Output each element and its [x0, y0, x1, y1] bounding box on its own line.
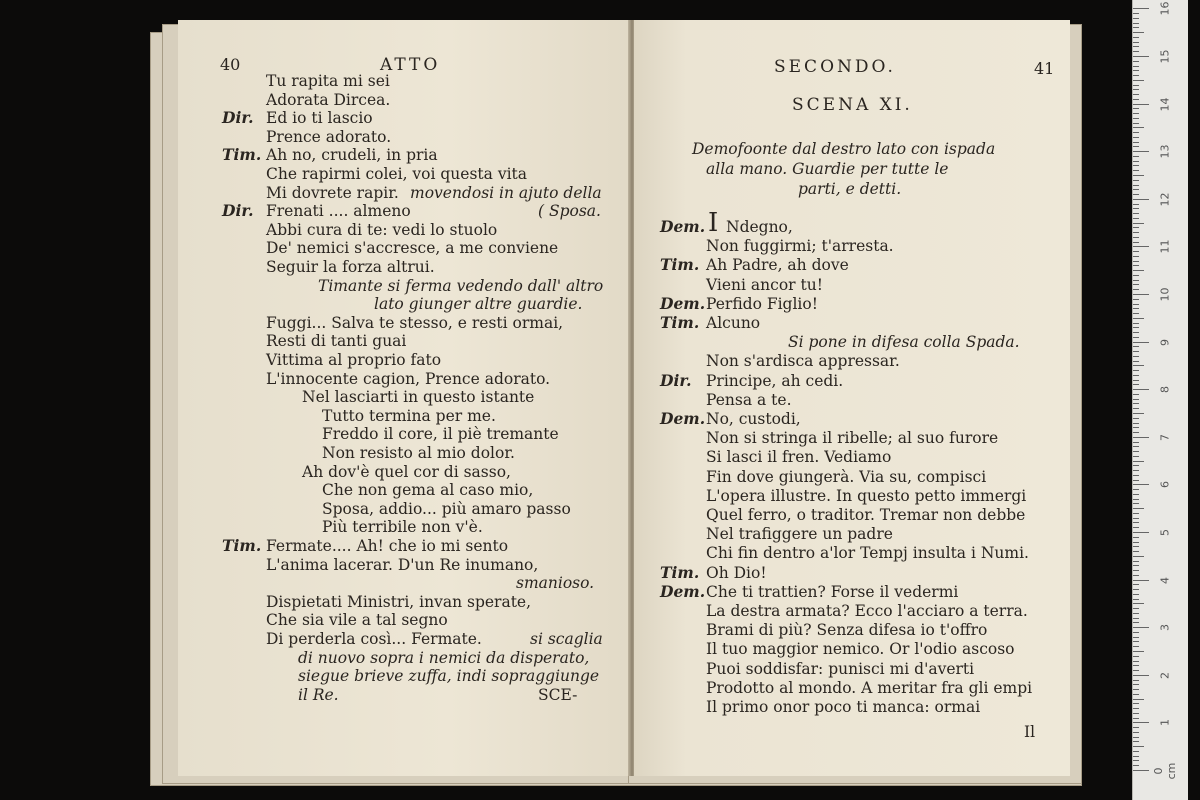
ruler-tick — [1133, 703, 1139, 704]
verse-line: De' nemici s'accresce, a me conviene — [266, 239, 559, 258]
ruler-tick — [1133, 656, 1139, 657]
ruler-tick — [1133, 146, 1139, 147]
ruler-tick — [1133, 722, 1149, 723]
ruler-tick — [1133, 522, 1139, 523]
ruler-tick — [1133, 561, 1139, 562]
ruler-tick — [1133, 556, 1144, 557]
verse-line: Brami di più? Senza difesa io t'offro — [706, 621, 988, 640]
right-page — [634, 20, 1070, 776]
ruler-tick — [1133, 299, 1139, 300]
ruler-tick — [1133, 741, 1139, 742]
verse-line: Principe, ah cedi. — [706, 371, 844, 390]
verse-line: Che non gema al caso mio, — [322, 481, 534, 500]
verse-line: La destra armata? Ecco l'acciaro a terra. — [706, 602, 1028, 620]
verse-line: Resti di tanti guai — [266, 332, 407, 351]
verse-line: Ah no, crudeli, in pria — [266, 146, 438, 165]
ruler-tick — [1133, 584, 1139, 585]
verse-line: Vittima al proprio fato — [266, 351, 442, 369]
ruler-tick — [1133, 603, 1144, 604]
ruler-tick — [1133, 403, 1139, 404]
scene-stage-direction: alla mano. Guardie per tutte le — [706, 160, 949, 178]
ruler-tick — [1133, 204, 1139, 205]
ruler-tick — [1133, 665, 1139, 666]
ruler-tick — [1133, 475, 1139, 476]
verse-line: Si lasci il fren. Vediamo — [706, 448, 892, 467]
ruler-tick — [1133, 99, 1139, 100]
speaker-label: Dir. — [222, 201, 254, 221]
speaker-label: Dem. — [660, 293, 706, 313]
ruler-tick — [1133, 104, 1149, 105]
verse-line: Oh Dio! — [706, 563, 767, 582]
ruler-tick — [1133, 137, 1139, 138]
ruler-tick — [1133, 42, 1139, 43]
ruler-tick — [1133, 94, 1139, 95]
ruler-tick — [1133, 575, 1139, 576]
ruler-number: 5 — [1158, 529, 1172, 536]
ruler-tick — [1133, 480, 1139, 481]
ruler-tick — [1133, 113, 1139, 114]
ruler-tick — [1133, 275, 1139, 276]
verse-line: Non si stringa il ribelle; al suo furore — [706, 429, 999, 448]
ruler-tick — [1133, 746, 1144, 747]
ruler-tick — [1133, 708, 1139, 709]
ruler-tick — [1133, 637, 1139, 638]
ruler-tick — [1133, 689, 1139, 690]
ruler-tick — [1133, 380, 1139, 381]
ruler-tick — [1133, 237, 1139, 238]
ruler-tick — [1133, 127, 1144, 128]
ruler-tick — [1133, 384, 1139, 385]
ruler-tick — [1133, 618, 1139, 619]
ruler-tick — [1133, 327, 1139, 328]
ruler-tick — [1133, 489, 1139, 490]
ruler-tick — [1133, 670, 1139, 671]
ruler-tick — [1133, 718, 1139, 719]
ruler-tick — [1133, 265, 1139, 266]
verse-line: Ed io ti lascio — [266, 109, 373, 128]
ruler-tick — [1133, 694, 1139, 695]
ruler-tick — [1133, 308, 1139, 309]
verse-line: No, custodi, — [706, 410, 801, 428]
verse-line: Fin dove giungerà. Via su, compisci — [706, 467, 987, 486]
speaker-label: Tim. — [660, 562, 700, 582]
verse-line: Non resisto al mio dolor. — [322, 444, 515, 462]
verse-line: L'anima lacerar. D'un Re inumano, — [266, 555, 539, 574]
ruler-tick — [1133, 80, 1144, 81]
stage-direction: smanioso. — [516, 574, 595, 593]
ruler-number: 11 — [1158, 239, 1172, 254]
ruler-tick — [1133, 304, 1139, 305]
ruler-tick — [1133, 313, 1139, 314]
ruler-number: 7 — [1158, 433, 1172, 441]
verse-line: Nel lasciarti in questo istante — [302, 388, 535, 407]
ruler-tick — [1133, 494, 1139, 495]
ruler-tick — [1133, 180, 1139, 181]
running-head-right: SECONDO. — [774, 57, 896, 77]
verse-line: Prodotto al mondo. A meritar fra gli empi — [706, 678, 1033, 697]
ruler-tick — [1133, 423, 1139, 424]
page-number-left: 40 — [220, 55, 241, 74]
ruler-tick — [1133, 161, 1139, 162]
ruler-tick — [1133, 770, 1149, 771]
verse-line: Fuggi... Salva te stesso, e resti ormai, — [266, 313, 564, 332]
verse-line: L'innocente cagion, Prence adorato. — [266, 369, 551, 388]
ruler-tick — [1133, 318, 1144, 319]
ruler-number: 3 — [1158, 624, 1172, 632]
ruler-tick — [1133, 175, 1144, 176]
catchword: SCE- — [538, 685, 578, 704]
ruler-number: 16 — [1158, 1, 1172, 16]
stage-direction: il Re. — [298, 685, 339, 704]
ruler-tick — [1133, 361, 1139, 362]
ruler-tick — [1133, 551, 1139, 552]
verse-line: Che ti trattien? Forse il vedermi — [706, 582, 959, 601]
ruler-tick — [1133, 594, 1139, 595]
ruler-tick — [1133, 289, 1139, 290]
ruler-tick — [1133, 213, 1139, 214]
speaker-label: Dem. — [660, 409, 706, 428]
stage-direction: siegue brieve zuffa, indi sopraggiunge — [298, 667, 600, 686]
stage-direction: lato giunger altre guardie. — [374, 295, 583, 314]
ruler-tick — [1133, 456, 1139, 457]
ruler-tick — [1133, 194, 1139, 195]
ruler-tick — [1133, 389, 1149, 390]
ruler-tick — [1133, 351, 1139, 352]
ruler-tick — [1133, 408, 1139, 409]
ruler-tick — [1133, 46, 1139, 47]
verse-line: Freddo il core, il piè tremante — [322, 425, 559, 444]
ruler-tick — [1133, 227, 1139, 228]
ruler-tick — [1133, 546, 1139, 547]
ruler-tick — [1133, 356, 1139, 357]
ruler-tick — [1133, 613, 1139, 614]
verse-line: Chi fin dentro a'lor Tempj insulta i Numi. — [706, 544, 1029, 563]
ruler-tick — [1133, 461, 1144, 462]
verse-line: Ndegno, — [726, 218, 793, 236]
ruler-tick — [1133, 323, 1139, 324]
ruler-tick — [1133, 518, 1139, 519]
ruler-tick — [1133, 32, 1144, 33]
verse-line: Puoi soddisfar: punisci mi d'averti — [706, 659, 975, 678]
speaker-label: Dir. — [222, 108, 254, 128]
ruler-tick — [1133, 589, 1139, 590]
ruler-tick — [1133, 737, 1139, 738]
ruler-tick — [1133, 199, 1149, 200]
ruler-tick — [1133, 75, 1139, 76]
speaker-label: Tim. — [222, 536, 262, 555]
ruler-tick — [1133, 85, 1139, 86]
ruler-tick — [1133, 294, 1149, 295]
ruler-tick — [1133, 661, 1139, 662]
ruler-tick — [1133, 465, 1139, 466]
ruler-tick — [1133, 565, 1139, 566]
ruler-tick — [1133, 699, 1144, 700]
ruler-tick — [1133, 132, 1139, 133]
ruler-tick — [1133, 18, 1139, 19]
verse-line: Non s'ardisca appressar. — [706, 352, 900, 371]
ruler-tick — [1133, 632, 1139, 633]
ruler-tick — [1133, 599, 1139, 600]
ruler-tick — [1133, 641, 1139, 642]
stage-direction: Timante si ferma vedendo dall' altro — [318, 276, 604, 295]
verse-line: Pensa a te. — [706, 390, 792, 409]
verse-line: Alcuno — [706, 314, 761, 332]
stage-direction: si scaglia — [530, 630, 603, 648]
verse-line: Nel trafiggere un padre — [706, 525, 893, 544]
ruler-tick — [1133, 680, 1139, 681]
ruler-tick — [1133, 608, 1139, 609]
verse-line: Tutto termina per me. — [322, 406, 496, 425]
ruler-tick — [1133, 446, 1139, 447]
speaker-label: Tim. — [222, 145, 262, 165]
verse-line: Che rapirmi colei, voi questa vita — [266, 165, 528, 183]
ruler-tick — [1133, 651, 1144, 652]
verse-line: Vieni ancor tu! — [706, 275, 823, 294]
ruler-tick — [1133, 532, 1149, 533]
open-book — [150, 14, 1085, 786]
left-page — [178, 20, 630, 776]
ruler-tick — [1133, 342, 1149, 343]
ruler-tick — [1133, 370, 1139, 371]
scene-stage-direction: Demofoonte dal destro lato con ispada — [692, 140, 996, 158]
ruler-tick — [1133, 118, 1139, 119]
ruler-tick — [1133, 284, 1139, 285]
ruler-tick — [1133, 13, 1139, 14]
ruler-tick — [1133, 280, 1139, 281]
ruler-tick — [1133, 394, 1139, 395]
catchword: Il — [1024, 723, 1036, 742]
page-number-right: 41 — [1034, 59, 1055, 78]
scene-title: SCENA XI. — [792, 95, 913, 115]
ruler-tick — [1133, 627, 1149, 628]
ruler-tick — [1133, 756, 1139, 757]
ruler-tick — [1133, 713, 1139, 714]
ruler-tick — [1133, 365, 1144, 366]
verse-line: Non fuggirmi; t'arresta. — [706, 237, 894, 256]
verse-line: Dispietati Ministri, invan sperate, — [266, 592, 532, 611]
ruler-number: 15 — [1158, 49, 1172, 64]
ruler-tick — [1133, 37, 1139, 38]
ruler-tick — [1133, 684, 1139, 685]
verse-line: Perfido Figlio! — [706, 294, 818, 313]
ruler-unit-label: 0 cm — [1152, 762, 1178, 780]
ruler-tick — [1133, 442, 1139, 443]
verse-line: Fermate.... Ah! che io mi sento — [266, 537, 509, 555]
ruler-tick — [1133, 413, 1144, 414]
ruler-tick — [1133, 542, 1139, 543]
verse-line: Frenati .... almeno — [266, 202, 411, 221]
ruler-tick — [1133, 242, 1139, 243]
verse-line: Di perderla così... Fermate. — [266, 630, 482, 648]
ruler-tick — [1133, 61, 1139, 62]
verse-line: Prence adorato. — [266, 127, 392, 146]
ruler-tick — [1133, 185, 1139, 186]
ruler-tick — [1133, 165, 1139, 166]
ruler-tick — [1133, 437, 1149, 438]
verse-line: Adorata Dircea. — [266, 90, 391, 109]
ruler-tick — [1133, 527, 1139, 528]
verse-line: Che sia vile a tal segno — [266, 611, 448, 630]
ruler-tick — [1133, 108, 1139, 109]
measurement-ruler — [1132, 0, 1188, 800]
verse-line: Quel ferro, o traditor. Tremar non debbe — [706, 506, 1026, 524]
verse-line: Ah Padre, ah dove — [706, 256, 849, 275]
ruler-tick — [1133, 432, 1139, 433]
ruler-tick — [1133, 427, 1139, 428]
ruler-tick — [1133, 346, 1139, 347]
ruler-tick — [1133, 251, 1139, 252]
stage-direction: movendosi in ajuto della — [410, 183, 602, 202]
ruler-tick — [1133, 208, 1139, 209]
verse-line: Tu rapita mi sei — [266, 72, 390, 90]
ruler-number: 9 — [1158, 338, 1172, 346]
ruler-number: 4 — [1158, 576, 1172, 584]
ruler-tick — [1133, 23, 1139, 24]
ruler-number: 2 — [1158, 671, 1172, 679]
verse-line: Il tuo maggior nemico. Or l'odio ascoso — [706, 640, 1015, 659]
ruler-tick — [1133, 375, 1139, 376]
verse-line: Sposa, addio... più amaro passo — [322, 499, 571, 518]
ruler-tick — [1133, 246, 1149, 247]
speaker-label: Tim. — [660, 255, 700, 275]
stage-direction: Si pone in difesa colla Spada. — [788, 333, 1020, 352]
ruler-tick — [1133, 156, 1139, 157]
speaker-label: Dem. — [660, 217, 706, 236]
scene-stage-direction: parti, e detti. — [798, 180, 902, 198]
verse-line: Mi dovrete rapir. — [266, 183, 399, 202]
ruler-tick — [1133, 70, 1139, 71]
ruler-tick — [1133, 399, 1139, 400]
ruler-tick — [1133, 503, 1139, 504]
ruler-tick — [1133, 89, 1139, 90]
ruler-tick — [1133, 337, 1139, 338]
drop-initial: I — [708, 208, 719, 238]
verse-line: Il primo onor poco ti manca: ormai — [706, 698, 981, 716]
ruler-number: 14 — [1158, 97, 1172, 112]
ruler-tick — [1133, 170, 1139, 171]
ruler-number: 6 — [1158, 481, 1172, 489]
ruler-tick — [1133, 261, 1139, 262]
ruler-tick — [1133, 8, 1149, 9]
ruler-tick — [1133, 484, 1149, 485]
ruler-tick — [1133, 189, 1139, 190]
running-head-left: ATTO — [380, 55, 441, 75]
ruler-tick — [1133, 218, 1139, 219]
ruler-number: 13 — [1158, 144, 1172, 159]
speaker-label: Dir. — [660, 370, 692, 390]
ruler-tick — [1133, 732, 1139, 733]
ruler-tick — [1133, 256, 1139, 257]
stage-direction: ( Sposa. — [538, 202, 601, 221]
speaker-label: Dem. — [660, 581, 706, 601]
ruler-tick — [1133, 123, 1139, 124]
ruler-tick — [1133, 332, 1139, 333]
ruler-tick — [1133, 622, 1139, 623]
ruler-tick — [1133, 51, 1139, 52]
ruler-tick — [1133, 56, 1149, 57]
ruler-tick — [1133, 499, 1139, 500]
ruler-tick — [1133, 66, 1139, 67]
ruler-tick — [1133, 765, 1139, 766]
verse-line: Seguir la forza altrui. — [266, 258, 435, 276]
ruler-number: 12 — [1158, 192, 1172, 207]
ruler-number: 8 — [1158, 386, 1172, 394]
ruler-tick — [1133, 232, 1139, 233]
ruler-tick — [1133, 675, 1149, 676]
speaker-label: Tim. — [660, 313, 700, 332]
ruler-tick — [1133, 151, 1149, 152]
ruler-tick — [1133, 646, 1139, 647]
ruler-tick — [1133, 537, 1139, 538]
ruler-tick — [1133, 270, 1144, 271]
ruler-tick — [1133, 727, 1139, 728]
ruler-tick — [1133, 451, 1139, 452]
verse-line: Abbi cura di te: vedi lo stuolo — [266, 220, 498, 239]
ruler-number: 10 — [1158, 287, 1172, 302]
ruler-tick — [1133, 418, 1139, 419]
verse-line: Più terribile non v'è. — [322, 518, 483, 537]
ruler-number: 1 — [1158, 719, 1172, 727]
ruler-tick — [1133, 580, 1149, 581]
ruler-tick — [1133, 508, 1144, 509]
ruler-tick — [1133, 470, 1139, 471]
verse-line: Ah dov'è quel cor di sasso, — [302, 462, 511, 481]
ruler-tick — [1133, 760, 1139, 761]
ruler-tick — [1133, 513, 1139, 514]
ruler-tick — [1133, 27, 1139, 28]
ruler-tick — [1133, 142, 1139, 143]
stage-direction: di nuovo sopra i nemici da disperato, — [298, 648, 590, 667]
ruler-tick — [1133, 570, 1139, 571]
ruler-tick — [1133, 751, 1139, 752]
ruler-tick — [1133, 223, 1144, 224]
verse-line: L'opera illustre. In questo petto immergi — [706, 486, 1027, 505]
